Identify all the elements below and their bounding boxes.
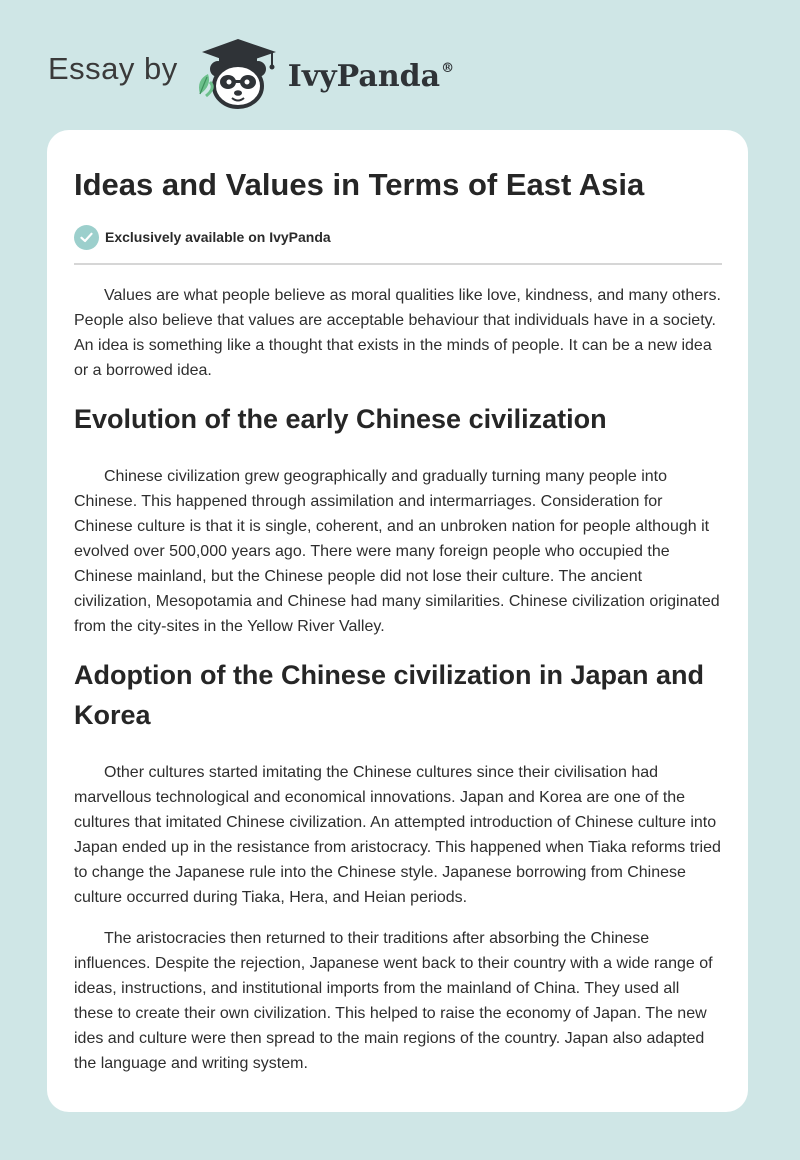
brand-text: IvyPanda bbox=[287, 58, 441, 94]
site-header bbox=[48, 36, 454, 110]
registered-mark: ® bbox=[441, 60, 455, 76]
section-heading: Evolution of the early Chinese civilization bbox=[74, 404, 607, 434]
intro-paragraph: Values are what people believe as moral qualities like love, kindness, and many others. People also believe that values are acceptable behaviour that individuals have in a society. An idea is something like a thought that exists in the minds of people. It can be a new idea or a borrowed idea. bbox=[74, 287, 721, 379]
essay-card bbox=[47, 130, 748, 1112]
section-heading: Adoption of the Chinese civilization in Japan and Korea bbox=[74, 660, 705, 730]
essay-by-label: Essay by bbox=[48, 51, 178, 86]
panda-logo-icon[interactable] bbox=[192, 36, 284, 110]
check-icon bbox=[74, 225, 99, 250]
brand-name[interactable] bbox=[288, 59, 454, 94]
exclusive-badge-text: Exclusively available on IvyPanda bbox=[105, 229, 331, 245]
exclusive-badge bbox=[74, 224, 722, 250]
title-divider bbox=[74, 263, 722, 265]
section-paragraph: Chinese civilization grew geographically and gradually turning many people into Chinese. This happened through assimilation and intermarriages. Consideration for Chinese culture is that it is single, coherent, and an unbroken nation for people although it evolved over 500,000 years ago. There were many foreign people who occupied the Chinese mainland, but the Chinese people did not lose their culture. The ancient civilization, Mesopotamia and Chinese had many similarities. Chinese civilization originated from the city-sites in the Yellow River Valley. bbox=[74, 468, 720, 635]
essay-title: Ideas and Values in Terms of East Asia bbox=[74, 167, 645, 202]
section-paragraph: Other cultures started imitating the Chinese cultures since their civilisation had marvellous technological and economical innovations. Japan and Korea are one of the cultures that imitated Chinese civilization. An attempted introduction of Chinese culture into Japan ended up in the resistance from aristocracy. This happened when Tiaka reforms tried to change the Japanese rule into the Chinese style. Japanese borrowing from Chinese culture occurred during Tiaka, Hera, and Heian periods. bbox=[74, 764, 721, 906]
section-paragraph: The aristocracies then returned to their traditions after absorbing the Chinese influences. Despite the rejection, Japanese went back to their country with a wide range of ideas, instructions, and institutional imports from the mainland of China. They used all these to create their own civilization. This helped to raise the economy of Japan. The new ides and culture were then spread to the main regions of the country. Japan also adapted the language and writing system. bbox=[74, 930, 713, 1072]
